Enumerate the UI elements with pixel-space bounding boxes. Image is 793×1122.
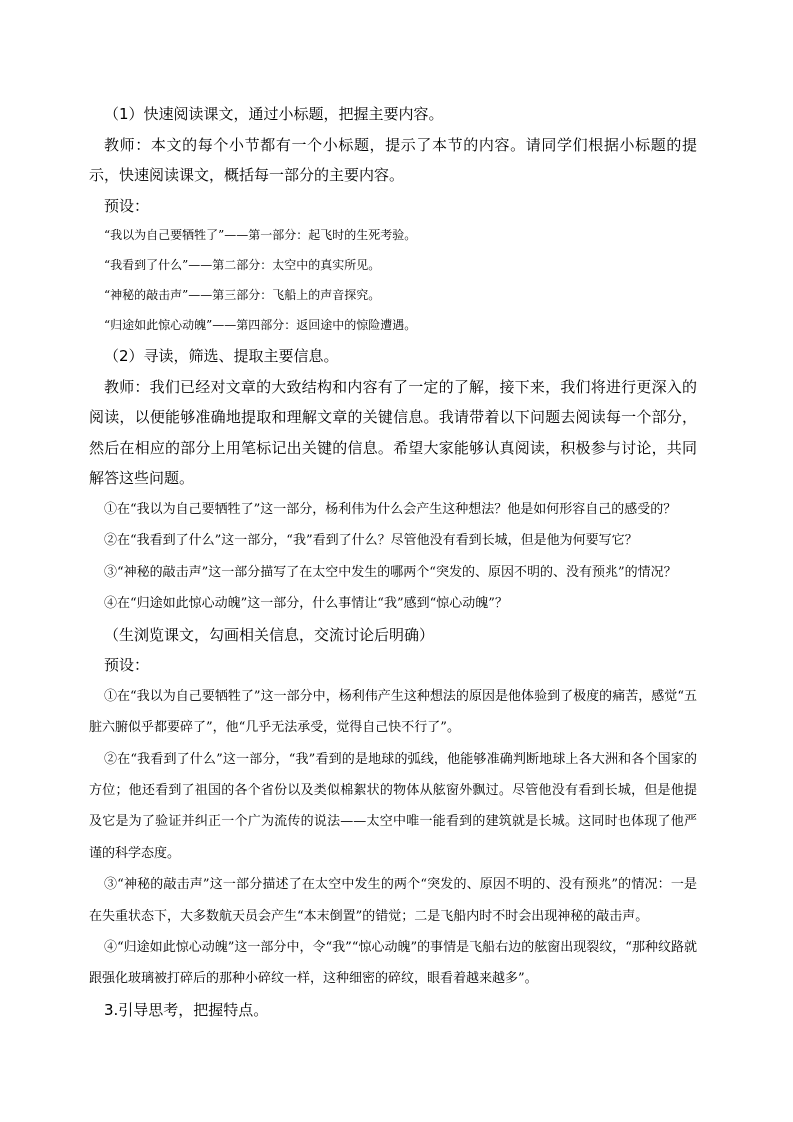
section-heading-2: （2）寻读，筛选、提取主要信息。 (104, 347, 339, 365)
answer-1: ①在“我以为自己要牺牲了”这一部分中，杨利伟产生这种想法的原因是他体验到了极度的痛苦，感觉“五脏六腑似乎都要碎了”，他“几乎无法承受，觉得自己快不行了”。 (89, 688, 697, 736)
teacher-paragraph-2: 教师：我们已经对文章的大致结构和内容有了一定的了解，接下来，我们将进行更深入的阅读，以便能够准确地提取和理解文章的关键信息。我请带着以下问题去阅读每一个部分，然后在相应的部分上用笔标记出关键的信息。希望大家能够认真阅读，积极参与讨论，共同解答这些问题。 (89, 377, 697, 488)
section-heading-1: （1）快速阅读课文，通过小标题，把握主要内容。 (104, 105, 444, 123)
teacher-paragraph-1: 教师：本文的每个小节都有一个小标题，提示了本节的内容。请同学们根据小标题的提示，快速阅读课文，概括每一部分的主要内容。 (89, 135, 697, 185)
preset-label-1: 预设： (104, 196, 150, 215)
student-activity-note: （生浏览课文，勾画相关信息，交流讨论后明确） (104, 625, 435, 644)
preset-item-1: “我以为自己要牺牲了”——第一部分：起飞时的生死考验。 (104, 228, 417, 243)
answer-2: ②在“我看到了什么”这一部分，“我”看到的是地球的弧线，他能够准确判断地球上各大洲和各个国家的方位；他还看到了祖国的各个省份以及类似棉絮状的物体从舷窗外飘过。尽管他没有看到长城，但是他提及它是为了验证并纠正一个广为流传的说法——太空中唯一能看到的建筑就是长城。这同时也体现了他严谨的科学态度。 (89, 751, 697, 861)
preset-item-4: “归途如此惊心动魄”——第四部分：返回途中的惊险遭遇。 (104, 318, 417, 333)
question-4: ④在“归途如此惊心动魄”这一部分，什么事情让“我”感到“惊心动魄”？ (104, 596, 508, 612)
question-1: ①在“我以为自己要牺牲了”这一部分，杨利伟为什么会产生这种想法？他是如何形容自己的感受的？ (104, 501, 677, 517)
question-3: ③“神秘的敲击声”这一部分描写了在太空中发生的哪两个“突发的、原因不明的、没有预兆”的情况？ (104, 564, 677, 580)
answer-3: ③“神秘的敲击声”这一部分描述了在太空中发生的两个“突发的、原因不明的、没有预兆”的情况：一是在失重状态下，大多数航天员会产生“本末倒置”的错觉；二是飞船内时不时会出现神秘的敲击声。 (89, 877, 697, 924)
preset-item-3: “神秘的敲击声”——第三部分：飞船上的声音探究。 (104, 288, 381, 303)
answer-4: ④“归途如此惊心动魄”这一部分中，令“我”“惊心动魄”的事情是飞船右边的舷窗出现裂纹，“那种纹路就跟强化玻璃被打碎后的那种小碎纹一样，这种细密的碎纹，眼看着越来越多”。 (89, 940, 697, 987)
preset-item-2: “我看到了什么”——第二部分：太空中的真实所见。 (104, 258, 381, 273)
section-heading-3: 3.引导思考，把握特点。 (104, 1000, 269, 1019)
top-margin (89, 0, 697, 99)
question-2: ②在“我看到了什么”这一部分，“我”看到了什么？尽管他没有看到长城，但是他为何要写它？ (104, 533, 638, 549)
preset-label-2: 预设： (104, 656, 150, 675)
